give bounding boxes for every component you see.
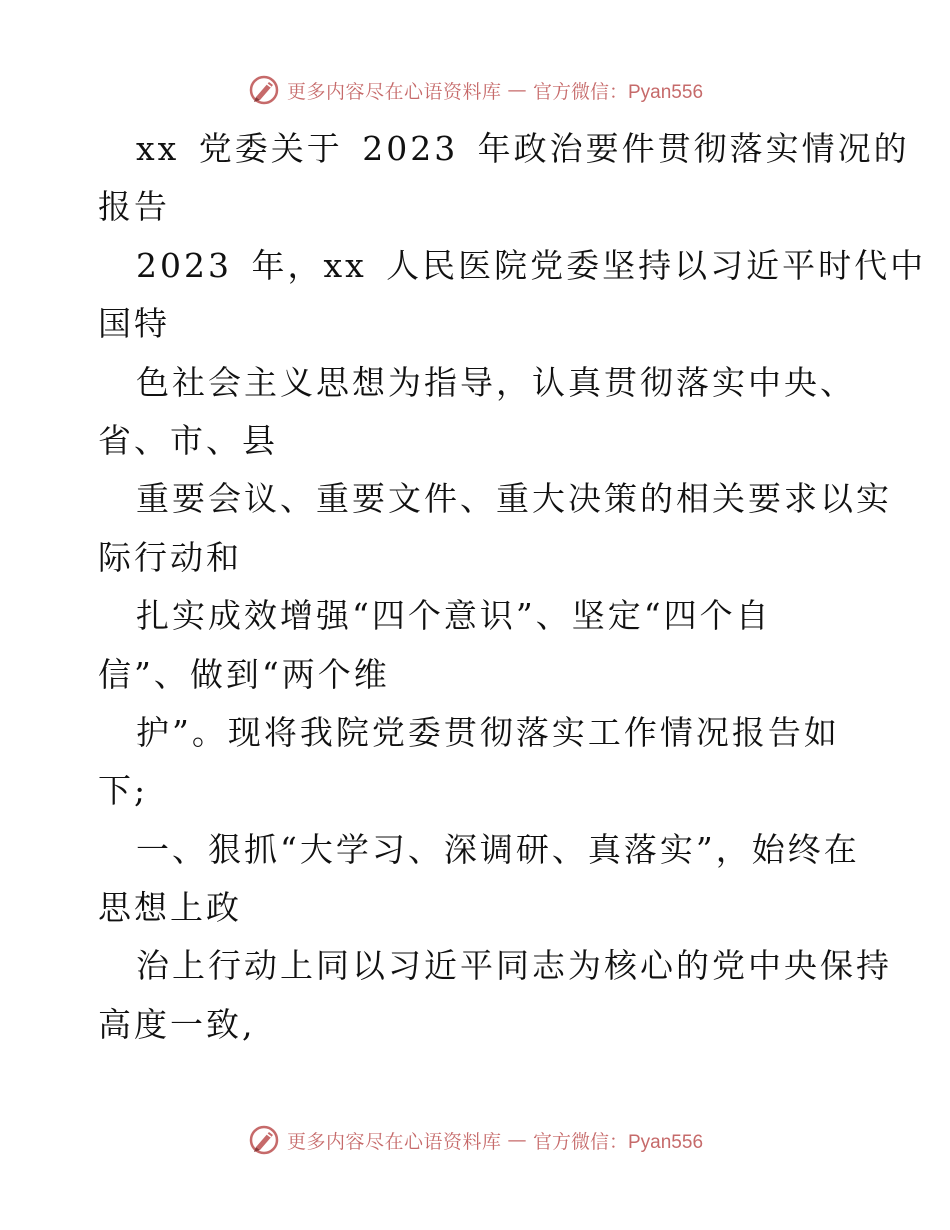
document-line: 2023 年，xx 人民医院党委坚持以习近平时代中 (136, 245, 927, 285)
document-line: 际行动和 (98, 537, 242, 577)
document-line: 思想上政 (98, 888, 242, 928)
pen-logo-icon (247, 1123, 281, 1157)
document-line: 高度一致, (98, 1004, 256, 1044)
header-watermark (0, 70, 950, 110)
document-body (98, 120, 927, 1054)
watermark-main-text: 更多内容尽在心语资料库 (286, 80, 502, 103)
document-line: 色社会主义思想为指导，认真贯彻落实中央、 (136, 362, 856, 402)
footer-watermark (0, 1120, 950, 1160)
document-line: 重要会议、重要文件、重大决策的相关要求以实 (136, 479, 892, 519)
document-line: 护”。现将我院党委贯彻落实工作情况报告如 (136, 712, 840, 752)
pen-logo-icon (247, 73, 281, 107)
watermark-main-text: 更多内容尽在心语资料库 (286, 1130, 502, 1153)
watermark-group (247, 73, 703, 107)
watermark-sub-text: 官方微信：Pyan556 (533, 81, 704, 103)
watermark-dash: — (507, 79, 527, 101)
document-line: 治上行动上同以习近平同志为核心的党中央保持 (136, 946, 892, 986)
document-line: 报告 (98, 187, 170, 227)
watermark-dash: — (507, 1129, 527, 1151)
document-line: 扎实成效增强“四个意识”、坚定“四个自 (136, 596, 772, 636)
document-line: xx 党委关于 2023 年政治要件贯彻落实情况的 (136, 129, 910, 168)
document-line: 省、市、县 (98, 420, 278, 460)
watermark-group (247, 1123, 703, 1157)
document-line: 国特 (98, 304, 170, 344)
document-line: 信”、做到“两个维 (98, 654, 390, 694)
watermark-sub-text: 官方微信：Pyan556 (533, 1131, 704, 1153)
document-line: 一、狠抓“大学习、深调研、真落实”，始终在 (136, 829, 860, 869)
document-line: 下; (98, 771, 149, 811)
